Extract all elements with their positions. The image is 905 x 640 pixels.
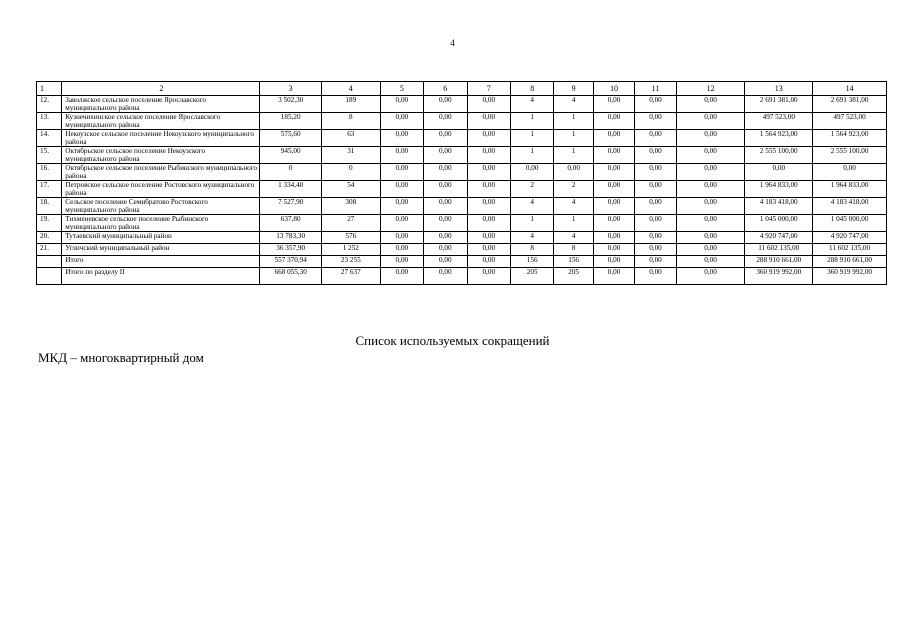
table-cell: 8 [322,113,381,130]
table-cell: 1 [554,130,593,147]
table-row [37,181,887,198]
table-cell: 0,00 [424,215,467,232]
table-cell: 0,00 [593,256,634,268]
table-cell: 0,00 [676,96,745,113]
table-row [37,130,887,147]
table-cell: 23 255 [322,256,381,268]
table-cell: 0,00 [424,198,467,215]
row-name-cell: Заволжское сельское поселение Ярославского муниципального района [62,96,260,113]
table-cell: 4 [510,96,553,113]
table-cell: 0,00 [676,113,745,130]
table-cell: 0,00 [635,130,676,147]
table-cell: 0,00 [635,268,676,285]
table-cell: 0,00 [593,147,634,164]
table-cell: 0,00 [676,181,745,198]
table-cell: 668 055,30 [260,268,322,285]
table-cell: 0,00 [467,198,510,215]
table-cell: 1 964 833,00 [813,181,887,198]
row-name-cell: Угличский муниципальный район [62,244,260,256]
table-cell: 0,00 [676,268,745,285]
table-cell [37,256,62,268]
table-cell: 11 602 135,00 [745,244,813,256]
table-cell: 0,00 [676,147,745,164]
table-cell: 0,00 [424,268,467,285]
table-row [37,113,887,130]
table-cell: 1 [554,147,593,164]
table-cell: 0,00 [380,232,423,244]
table-row [37,244,887,256]
table-cell: 4 183 418,00 [745,198,813,215]
table-cell: 0,00 [510,164,553,181]
table-cell: 0,00 [635,215,676,232]
table-cell: 4 920 747,00 [745,232,813,244]
table-cell: 0,00 [424,232,467,244]
table-cell: 1 564 923,00 [745,130,813,147]
table-cell: 0,00 [635,113,676,130]
table-cell: 497 523,00 [745,113,813,130]
table-cell: 1 [554,215,593,232]
table-cell: 0,00 [593,244,634,256]
table-cell: 0,00 [593,181,634,198]
table-row [37,256,887,268]
table-cell: 0,00 [467,147,510,164]
table-cell: 8 [554,244,593,256]
table-row [37,232,887,244]
table-cell: 0,00 [676,198,745,215]
column-header: 8 [510,82,553,96]
table-cell: 2 691 381,00 [813,96,887,113]
table-cell: 0,00 [424,181,467,198]
table-cell: 3 502,30 [260,96,322,113]
table-cell: 0,00 [635,244,676,256]
table-cell [37,268,62,285]
data-table [36,81,887,285]
row-name-cell: Октябрьское сельское поселение Некоузского муниципального района [62,147,260,164]
page-number: 4 [450,38,455,48]
table-cell: 0 [322,164,381,181]
table-cell: 0,00 [467,113,510,130]
table-cell: 1 252 [322,244,381,256]
table-cell: 0 [260,164,322,181]
table-cell: 1 045 000,00 [813,215,887,232]
table-cell: 17. [37,181,62,198]
table-cell: 156 [510,256,553,268]
table-cell: 27 [322,215,381,232]
table-cell: 0,00 [676,244,745,256]
table-cell: 0,00 [467,181,510,198]
table-cell: 205 [554,268,593,285]
table-cell: 308 [322,198,381,215]
table-cell: 0,00 [676,130,745,147]
table-cell: 0,00 [380,256,423,268]
column-header: 14 [813,82,887,96]
table-cell: 0,00 [380,215,423,232]
table-cell: 2 [510,181,553,198]
column-header: 2 [62,82,260,96]
table-cell: 0,00 [593,164,634,181]
table-cell: 0,00 [467,256,510,268]
table-cell: 0,00 [467,130,510,147]
table-cell: 557 370,94 [260,256,322,268]
table-row [37,147,887,164]
row-name-cell: Октябрьское сельское поселение Рыбинского муниципального района [62,164,260,181]
table-cell: 0,00 [380,268,423,285]
table-cell: 1 [510,130,553,147]
table-cell: 11 602 135,00 [813,244,887,256]
column-header: 4 [322,82,381,96]
table-cell: 0,00 [593,130,634,147]
table-cell: 0,00 [635,232,676,244]
table-cell: 0,00 [467,244,510,256]
column-header: 10 [593,82,634,96]
table-cell: 4 [510,198,553,215]
table-cell: 31 [322,147,381,164]
table-cell: 27 637 [322,268,381,285]
table-cell: 0,00 [593,232,634,244]
table-cell: 0,00 [380,198,423,215]
table-cell: 0,00 [745,164,813,181]
table-row [37,164,887,181]
table-cell: 205 [510,268,553,285]
table-row [37,198,887,215]
table-cell: 1 [554,113,593,130]
table-row [37,96,887,113]
table-cell: 2 691 381,00 [745,96,813,113]
table-cell: 0,00 [467,268,510,285]
table-cell: 288 910 661,00 [813,256,887,268]
table-cell: 15. [37,147,62,164]
table-cell: 0,00 [813,164,887,181]
table-cell: 0,00 [380,130,423,147]
table-cell: 0,00 [593,198,634,215]
table-row [37,215,887,232]
table-cell: 0,00 [380,164,423,181]
table-cell: 0,00 [554,164,593,181]
table-cell: 0,00 [593,96,634,113]
table-cell: 0,00 [380,244,423,256]
table-cell: 0,00 [676,164,745,181]
table-cell: 54 [322,181,381,198]
table-cell: 2 555 100,00 [813,147,887,164]
row-name-cell: Некоузское сельское поселение Некоузского муниципального района [62,130,260,147]
table-cell: 0,00 [380,113,423,130]
table-cell: 189 [322,96,381,113]
table-cell: 63 [322,130,381,147]
table-cell: 0,00 [380,181,423,198]
table-cell: 0,00 [467,215,510,232]
table-cell: 4 [554,198,593,215]
table-cell: 8 [510,244,553,256]
table-cell: 0,00 [380,96,423,113]
table-cell: 0,00 [424,164,467,181]
table-cell: 1 045 000,00 [745,215,813,232]
table-cell: 288 910 661,00 [745,256,813,268]
table-cell: 2 [554,181,593,198]
column-header: 3 [260,82,322,96]
table-cell: 0,00 [467,164,510,181]
table-cell: 360 919 992,00 [813,268,887,285]
row-name-cell: Петровское сельское поселение Ростовского муниципального района [62,181,260,198]
table-cell: 0,00 [676,215,745,232]
table-row [37,268,887,285]
table-cell: 0,00 [467,232,510,244]
table-cell: 1 964 833,00 [745,181,813,198]
table-cell: 0,00 [380,147,423,164]
table-cell: 0,00 [424,113,467,130]
table-cell: 0,00 [635,181,676,198]
table-cell: 4 183 418,00 [813,198,887,215]
table-cell: 1 [510,215,553,232]
table-cell: 0,00 [424,244,467,256]
table-cell: 156 [554,256,593,268]
table-cell: 4 [510,232,553,244]
table-cell: 14. [37,130,62,147]
table-cell: 18. [37,198,62,215]
table-cell: 1 [510,113,553,130]
row-name-cell: Кузнечихинское сельское поселение Ярославского муниципального района [62,113,260,130]
table-cell: 20. [37,232,62,244]
table-header-row [37,82,887,96]
table-cell: 0,00 [424,96,467,113]
row-name-cell: Тихменевское сельское поселение Рыбинского муниципального района [62,215,260,232]
table-cell: 0,00 [635,256,676,268]
row-name-cell: Тутаевский муниципальный район [62,232,260,244]
table-cell: 1 564 923,00 [813,130,887,147]
table-cell: 4 [554,232,593,244]
table-cell: 0,00 [593,113,634,130]
table-cell: 0,00 [676,256,745,268]
table-cell: 21. [37,244,62,256]
column-header: 1 [37,82,62,96]
table-cell: 945,00 [260,147,322,164]
table-cell: 0,00 [676,232,745,244]
table-cell: 0,00 [635,164,676,181]
table-cell: 7 527,90 [260,198,322,215]
row-name-cell: Итого по разделу II [62,268,260,285]
table-cell: 0,00 [593,268,634,285]
table-cell: 0,00 [424,147,467,164]
row-name-cell: Сельское поселение Семибратово Ростовского муниципального района [62,198,260,215]
table-cell: 637,80 [260,215,322,232]
row-name-cell: Итого [62,256,260,268]
column-header: 9 [554,82,593,96]
table-cell: 12. [37,96,62,113]
table-cell: 2 555 100,00 [745,147,813,164]
table-cell: 360 919 992,00 [745,268,813,285]
column-header: 12 [676,82,745,96]
table-cell: 185,20 [260,113,322,130]
abbreviations-title: Список используемых сокращений [355,333,550,348]
table-cell: 13. [37,113,62,130]
table-cell: 0,00 [424,130,467,147]
column-header: 6 [424,82,467,96]
abbreviation-item: МКД – многоквартирный дом [38,350,204,365]
table-cell: 497 523,00 [813,113,887,130]
table-cell: 1 334,40 [260,181,322,198]
table-cell: 0,00 [424,256,467,268]
table-cell: 0,00 [635,198,676,215]
table-cell: 576 [322,232,381,244]
table-cell: 36 357,90 [260,244,322,256]
table-cell: 4 [554,96,593,113]
table-cell: 575,60 [260,130,322,147]
table-cell: 4 920 747,00 [813,232,887,244]
table-cell: 0,00 [635,96,676,113]
table-cell: 0,00 [635,147,676,164]
table-cell: 13 783,30 [260,232,322,244]
column-header: 7 [467,82,510,96]
column-header: 13 [745,82,813,96]
column-header: 5 [380,82,423,96]
table-cell: 0,00 [593,215,634,232]
table-cell: 1 [510,147,553,164]
table-cell: 0,00 [467,96,510,113]
column-header: 11 [635,82,676,96]
table-cell: 16. [37,164,62,181]
table-cell: 19. [37,215,62,232]
